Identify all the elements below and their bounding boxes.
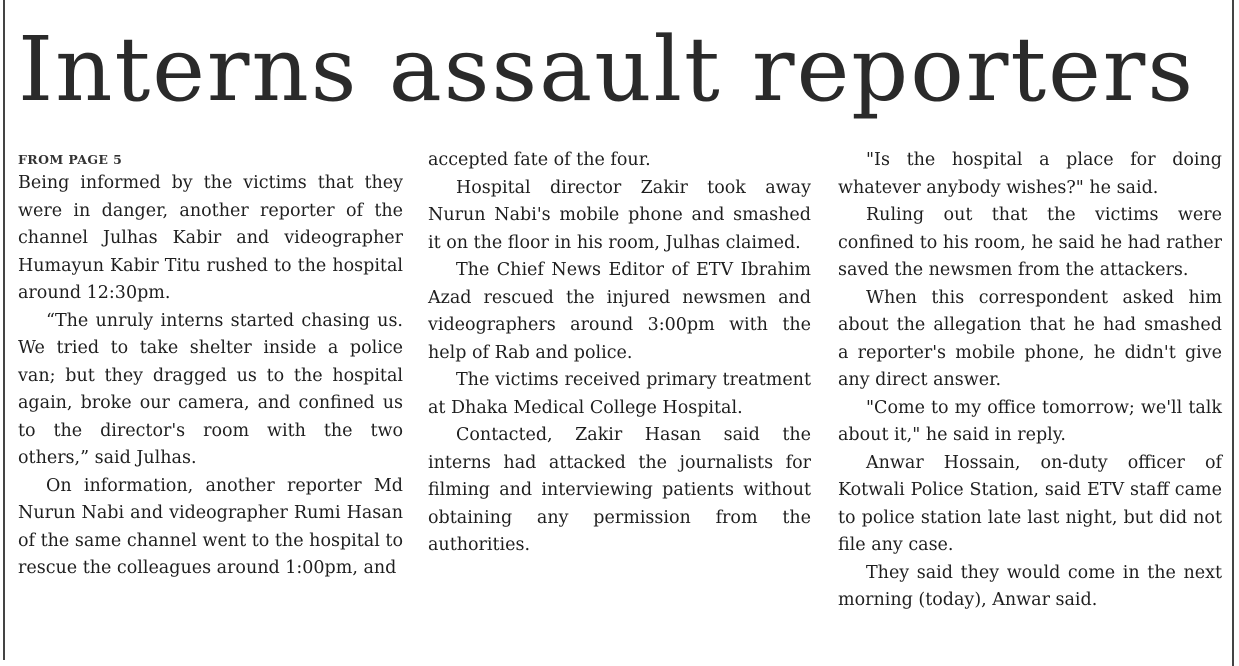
- paragraph: On information, another reporter Md Nurun Nabi and videographer Rumi Hasan of the same channel went to the hospital to rescue the colleagues around 1:00pm, and: [18, 475, 403, 578]
- paragraph: Contacted, Zakir Hasan said the interns had attacked the journalists for filming and interviewing patients without obtaining any permission from the authorities.: [428, 425, 811, 555]
- paragraph: The victims received primary treatment at Dhaka Medical College Hospital.: [428, 370, 811, 418]
- article-column-1: [18, 150, 403, 583]
- paragraph: When this correspondent asked him about the allegation that he had smashed a reporter's mobile phone, he didn't give any direct answer.: [838, 287, 1222, 390]
- paragraph: “The unruly interns started chasing us. We tried to take shelter inside a police van; but they dragged us to the hospital again, broke our camera, and confined us to the director's room with the two others,” said Julhas.: [18, 310, 403, 468]
- right-column-rule: [1232, 0, 1234, 666]
- paragraph: Hospital director Zakir took away Nurun Nabi's mobile phone and smashed it on the floor in his room, Julhas claimed.: [428, 177, 811, 253]
- kicker: FROM PAGE 5: [18, 152, 123, 167]
- paragraph: The Chief News Editor of ETV Ibrahim Azad rescued the injured newsmen and videographers around 3:00pm with the help of Rab and police.: [428, 260, 811, 363]
- headline: Interns assault reporters: [18, 17, 1196, 121]
- paragraph: "Come to my office tomorrow; we'll talk about it," he said in reply.: [838, 397, 1222, 445]
- paragraph: Ruling out that the victims were confined to his room, he said he had rather saved the newsmen from the attackers.: [838, 205, 1222, 280]
- paragraph: "Is the hospital a place for doing whatever anybody wishes?" he said.: [838, 150, 1222, 198]
- article-column-3: [838, 147, 1222, 615]
- paragraph: accepted fate of the four.: [428, 150, 651, 170]
- left-column-rule: [3, 0, 5, 660]
- article-column-2: [428, 147, 811, 560]
- paragraph: Being informed by the victims that they were in danger, another reporter of the channel Julhas Kabir and videographer Humayun Kabir Titu rushed to the hospital around 12:30pm.: [18, 173, 403, 303]
- paragraph: Anwar Hossain, on-duty officer of Kotwali Police Station, said ETV staff came to police station late last night, but did not file any case.: [838, 452, 1222, 555]
- paragraph: They said they would come in the next morning (today), Anwar said.: [838, 562, 1222, 610]
